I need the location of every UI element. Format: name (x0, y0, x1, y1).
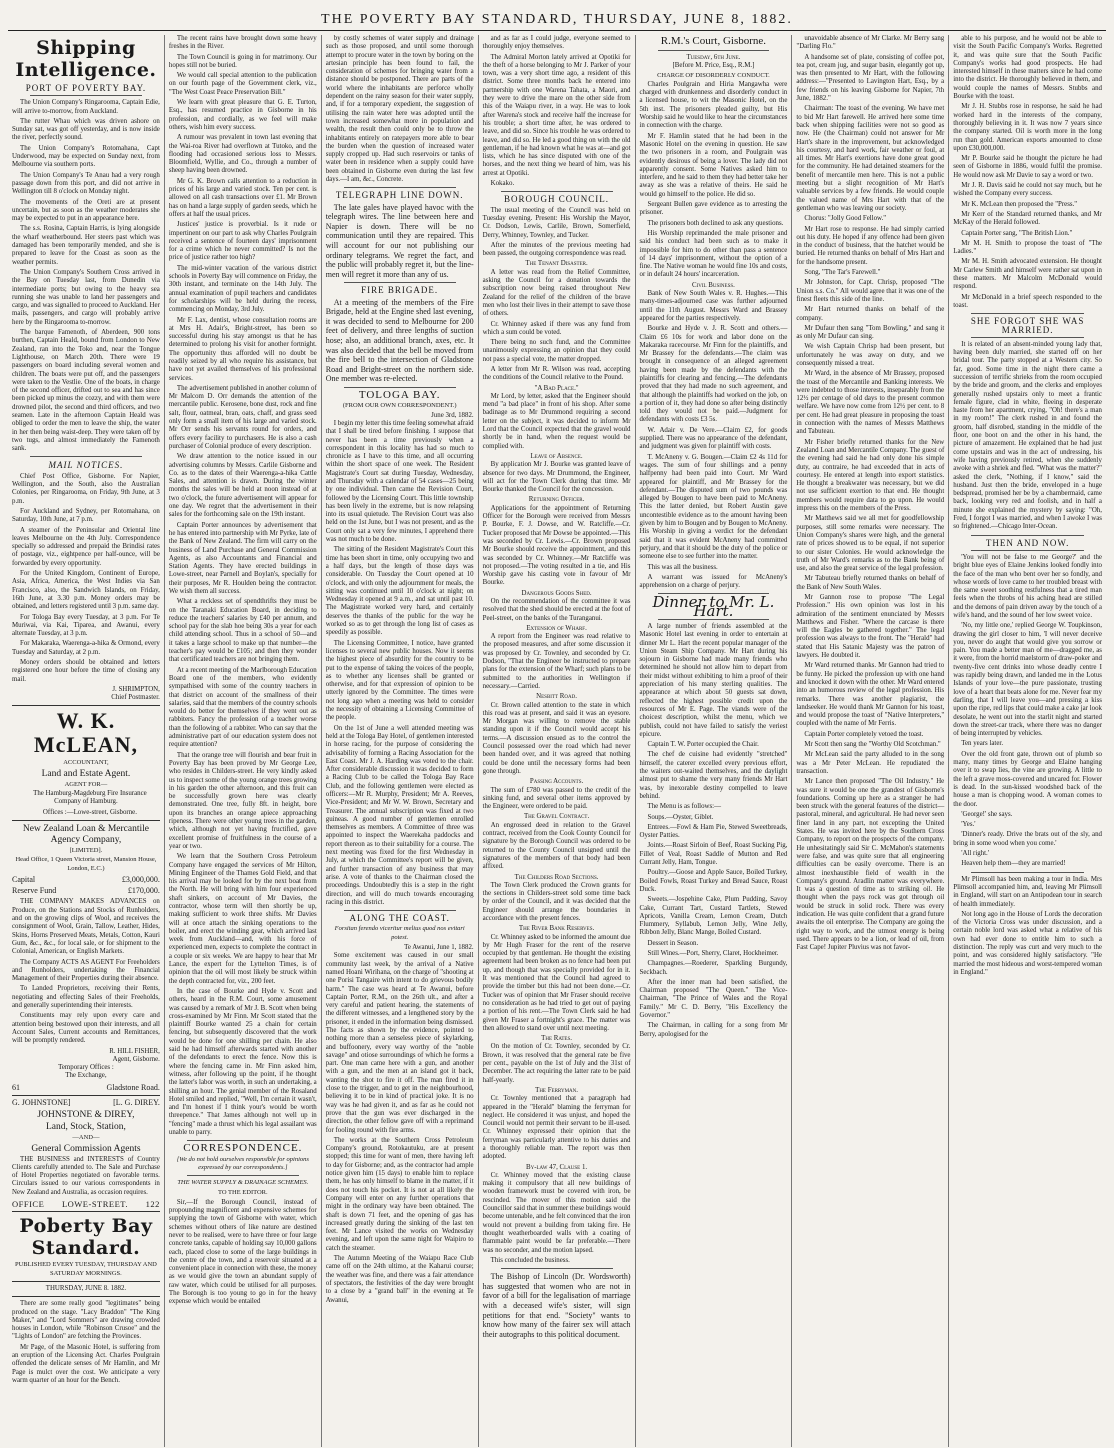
coast-paras (326, 952, 474, 1304)
paragraph: Mr McLean said the party alluded to in the song was a Mr Peter McLean. He repudiated the transaction. (796, 751, 945, 775)
paragraph: To Landed Proprietors, receiving their Rents, negotiating and effecting Sales of their Freeholds, and generally superintending their interests. (12, 985, 160, 1010)
paragraph: Mr Kerr of the Standard returned thanks, and Mr McKay of the Herald followed. (953, 210, 1102, 227)
divider (30, 95, 142, 96)
paragraph: At a recent meeting of the Marlborough Education Board one of the members, who evidently sympathised with some of the country teachers in that district on account of the smallness of their salaries, said that the members of the country schools would do better for themselves if they went out as rabbiters. Fancy the profession of a teacher worse than the following of a rabbiter. Who can say that the administrative part of our education system does not require attention? (168, 666, 317, 749)
col2-paras (169, 35, 317, 1137)
paragraph: Mr J. R. Davis said he could not say much, but he wished the Company every success. (953, 182, 1102, 198)
nz-loan-limited: [LIMITED]. (69, 846, 103, 854)
paragraph: Charles Poulgrain and Hiria Mangawha were charged with drunkenness and disorderly conduct in a licensed house, to wit the Masonic Hotel, on the 5th inst. The prisoners pleaded guilty, but His Worship said he would like to hear the circumstances in connection with the charge. (639, 80, 788, 130)
borough-p2: After the minutes of the previous meeting had been passed, the outgoing correspondence was read. (482, 241, 631, 258)
river-para: Cr. Whinney asked to be informed the amount due by Mr Hugh Fraser for the rent of the reserve occupied by that gentleman. He thought the existing agreement had been broken as no fence had been put up, and though that was specially provided for in it. It was mentioned that the Council had agreed to provide the timber but this had not been done.—Cr. Tucker was of opinion that Mr Fraser should receive no consideration as he had tried to get out of paying a portion of his rent.—The Town Clerk said he had given Mr Fraser a fortnight's grace. The matter was then allowed to stand over until next meeting. (482, 933, 631, 1032)
divider (12, 705, 160, 706)
paragraph: Mr Ward, in the absence of Mr Brassey, proposed the toast of the Mercantile and Banking interests. We were indebted to those interests, inseparably from the 12½ per centage of old days to the present common welfare. We have now come from 12½ per cent. to 8 per cent. He had great pleasure in proposing the toast in connection with the names of Messrs Matthews and Tabuteau. (796, 370, 945, 436)
paragraph: The Hamburg-Magdeburg Fire Insurance Company of Hamburg. (33, 790, 147, 806)
mail-sign-title: Chief Postmaster. (111, 694, 160, 702)
shipping-paras (12, 99, 160, 453)
paragraph: Mr Ward returned thanks. Mr Gannon had tried to be funny. He picked the profession up with one hand and knocked it down with the other. Mr Ward entered into an humorous review of the legal profession. His remarks. There was another plagiarist, the landseeker. He would thank Mr Gannon for his toast, and would propose the toast of "Native Interpreters," coupled with the name of Mr Ferris. (796, 662, 945, 728)
paragraph: For the United Kingdom, Continent of Europe, Asia, Africa, America, the West Indies via San Francisco, also, the Sandwich Islands, on Friday, 16th June, at 3.30 p.m. Money orders may be obtained, and letters registered until 3 p.m. same day. (12, 570, 160, 611)
paragraph: We would call special attention to the publication on our fourth page of the Government clerk, viz., "The West Coast Peace Preservation Bill." (168, 72, 317, 96)
divider (344, 910, 456, 911)
paragraph: Cr. Whinney asked if there was any fund from which a sum could be voted. (482, 320, 631, 336)
paragraph: Mr Tabuteau briefly returned thanks on behalf of the Bank of New South Wales. (796, 575, 945, 591)
paragraph: The Company ACTS AS AGENT For Freeholders and Runholders, undertaking the Financial Management of their Properties during their absence. (12, 958, 160, 983)
gravel-title: The Gravel Contract. (523, 813, 590, 821)
editorial-paras (12, 1300, 160, 1385)
gladstone-row (12, 1084, 160, 1092)
to-editor: TO THE EDITOR. (217, 1189, 268, 1197)
standard-title: Poberty Bay Standard. (19, 1215, 153, 1260)
bishop-para: The Bishop of Lincoln (Dr. Wordsworth) has suggested that women who are not in favor of a bill for the legalisation of marriage with a deceased wife's sister, will sign petitions for that end. "Society" wants to know how many of the fairer sex will attach their autographs to this political document. (482, 1272, 631, 1339)
bylaw-title: By-law 47, Clause 1. (525, 1163, 588, 1171)
mclean-sub: Land and Estate Agent. (41, 768, 131, 779)
paragraph: The Union Company's Rotomahana, Capt Underwood, may be expected on Sunday next, from Melbourne via southern ports. (12, 144, 160, 169)
paragraph: We learn that the Southern Cross Petroleum Company have engaged the services of Mr Hilton, Mining Engineer of the Thames Gold Field, and that his arrival may be looked for by the next boat from the North. He will bring with him four experienced shaft sinkers, on account of Mr Davies, the contractor, whose term will then shortly be up, making sufficient to work three shifts. Mr Davies will at once attach the sinking operations to the boiler, and erect the winding gear, which arrived last week from Auckland—and, with his force of experienced men, expects to complete the contract in a couple or six weeks. We are happy to hear that Mr Lance, the expert for the Lyttelton Times, is of opinion that the oil will most likely be struck within the depth contracted for, viz., 200 feet. (168, 853, 317, 985)
paragraph: Captain Porter announces by advertisement that he has entered into partnership with Mr Pyrke, late of the Bank of New Zealand. The firm will carry on the business of Land Purchase and General Commission Agents, as also Accountants and Financial and Station Agents. They have erected buildings in Lowe-street, near Parnell and Boylan's, specially for their purposes, Mr R. Houlden being the contractor. We wish them all success. (168, 521, 317, 595)
mail-paras (12, 473, 160, 684)
paragraph: The works at the Southern Cross Petroleum Company's ground, Rotokautuku, are at present stopped; this time for want of men, there having left to day for Gisborne; and, as the contractor had ample notice given him (15 days) to enable him to replace them, he has only himself to blame in the matter, if it does not touch his pocket. It is not at all likely the Company will enter on any further operations that might in the ordinary way have been obtained. The shaft is down 71 feet, and the opening of gas has increased greatly during the sinking of the last ten feet. Mr Lance visited the works on Wednesday evening, and left upon the same night for Waipiro to catch the steamer. (325, 1136, 474, 1252)
leave-title: Leave of Absence. (530, 452, 583, 460)
office-row (12, 1200, 160, 1208)
reserve-label: Reserve Fund (12, 886, 57, 896)
paragraph: Mr J. H. Stubbs rose in response, he said he had worked hard in the interests of the company, thoroughly believing in it. It was now 7 years since the company started. Oil is worth more in the long run than gold. American exports amounted to close upon £30,000,000. (953, 103, 1102, 152)
paragraph: A rumour was prevalent in town last evening that the Wai-roa River had overflown at Tutoko, and the flooding had occasioned serious loss to Messrs. Bloomfield, Wyllie, and Co., through a number of sheep having been drowned. (168, 134, 317, 175)
divider (971, 313, 1084, 314)
paragraph: I begin my letter this time feeling somewhat afraid that I shall be tired before finishing. I suppose that never has been a time previously when a correspondent in this locality has had so much to chronicle as I have to this time, and all occurring within the short space of one week. The Resident Magistrate's Court sat during Tuesday, Wednesday, and Thursday with a calendar of 54 cases—25 being by one individual. Then came the Revision Court, followed by the Licensing Court. This little township has been lively in the extreme, but is now relapsing into its usual quietude. The Revision Court was also held on the 1st June, but I was not present, and as the Court only sat a very few minutes, I apprehend there was not much to be done. (325, 419, 474, 544)
borough-title: BOROUGH COUNCIL. (504, 194, 610, 205)
paragraph: After the inner man had been satisfied, the Chairman proposed "The Queen." The Vice-Chairman, "The Prince of Wales and the Royal Family." Mr C. D. Berry, "His Excellency the Governor." (639, 978, 788, 1020)
mail-sign-name: J. SHRIMPTON, (112, 685, 160, 693)
ferryman-title: The Ferryman. (535, 1086, 578, 1094)
paragraph: 'Dinner's ready. Drive the brats out of the sly, and bring in some wood when you come.' (953, 831, 1102, 847)
paragraph: Soups.—Oyster, Giblet. (647, 813, 714, 821)
divider (658, 50, 770, 51)
paragraph: His Worship reprimanded the male prisoner and said his conduct had been such as to make it impossible for him to do other than pass a sentence of 14 days' imprisonment, without the option of a fine. The Native woman he would fine 10s and costs, or in default 24 hours' incarceration. (639, 229, 788, 279)
paragraph: T. McAneny v. G. Bougen.—Claim £2 4s 11d for wages. The sum of four shillings and a penny halfpenny had been paid into Court. Mr Ward appeared for plaintiff, and Mr Brassey for the defendant.—The disputed sum of two pounds was alleged by Bougen to have been paid to McAneny. This the latter denied, but Robert Austin gave uncontestible evidence as to the amount having been given by him to Bougen and by Bougen to McAneny. His Worship in giving a verdict for the defendant said that it was evident McAneny had committed perjury, and that it should be the duty of the police or someone else to see further into the matter. (639, 453, 788, 561)
johnstone-firm: JOHNSTONE & DIREY, (37, 1110, 135, 1121)
paragraph: The Union Company's Ringarooma, Captain Edie, will arrive to-morrow, from Auckland. (12, 99, 160, 115)
tenant-title: The Tenant Disaster. (525, 260, 588, 268)
divider (971, 535, 1084, 536)
paragraph: Kokako. (490, 180, 515, 188)
paragraph: The Union Company's Te Anau had a very rough passage down from this port, and did not arrive in Wellington till 8 o'clock on Monday night. (12, 171, 160, 196)
paragraph: Joints.—Roast Sirloin of Beef, Roast Sucking Pig, Fillet of Veal, Roast Saddle of Mutton and Red Currant Jelly, Ham, Tongue. (639, 842, 788, 867)
wharf-para: A report from the Engineer was read relative to the proposed measures, and after some discussion it was proposed by Cr. Townley, and seconded by Cr. Dodson, "That the Engineer be instructed to prepare plans for the extension of the Wharf; such plans to be submitted to the authorities in Wellington if necessary.—Carried. (482, 633, 631, 690)
paragraph: It is related of an absent-minded young lady that, having been duly married, she started off on her bridal tour. The party stopped at a Western city. So far, good. Some time in the night there came a succession of terrific shrieks from the room occupied by the bride and groom, and the clerks and employes generally rushed upstairs only to meet a frantic female figure, clad in white, fleeing in desperate haste from her apartment, crying, "Oh! there's a man in my room!" The clerk rushed in and found the groom, half disrobed, standing in the middle of the floor, one boot on and the other in his hand, the picture of amazement. He explained that he had just come upstairs and was in the act of undressing, his wife having previously retired, when she suddenly awoke with a shriek and fled. "What was the matter?" asked the clerk, "Nothing, if I know," said the husband. Just then the bride, enveloped in a huge bedspread, promised her be by a chambermaid, came back, looking very red and foolish, and in half a minute she explained the mystery by saying: "Oh, Fred, I forgot I was married, and when I awoke I was so frightened.—Chicago Inter-Ocean. (953, 340, 1102, 531)
exchange: The Exchange, (65, 1072, 107, 1080)
paragraph: The Union Company's Southern Cross arrived in the Bay on Tuesday last, from Dunedin via intermediate ports; but owing to the heavy sea running she was unable to land her passengers and cargo, and was signalled to proceed to Auckland. Her mails, passengers, and cargo will probably arrive here by the Ringarooma to-morrow. (12, 268, 160, 326)
columns (8, 35, 1106, 1447)
coast-motto: Forsitan ferendo viceritur melius quod nos evitari potest. (334, 925, 465, 941)
paragraph: A steamer of the Peninsular and Oriental line leaves Melbourne on the 4th July. Correspondence specially so addressed and prepaid the Brindisi rates of postage, viz., eightpence per half-ounce, will be forwarded by every opportunity. (12, 526, 160, 567)
column-3 (322, 35, 479, 1447)
civil-paras (640, 290, 788, 590)
coast-date: Te Awanui, June 1, 1882. (404, 944, 474, 952)
johnstone-sub: Land, Stock, Station, (45, 1122, 126, 1133)
divider (971, 872, 1084, 873)
column-5 (636, 35, 793, 1447)
paragraph: Bank of New South Wales v. R. Hughes.—This many-times-adjourned case was further adjourned until the 11th August. Messrs Ward and Brassey appeared for the parties respectively. (639, 290, 788, 322)
paragraph: Dessert in Season. (647, 939, 699, 947)
returning-para: Applications for the appointment of Returning Officer for the Borough were received from Messrs P. Bourke, F. J. Dowse, and W. Ratcliffe.—Cr. Tucker proposed that Mr Dowse be appointed.—This was seconded by Cr. Lewis.—Cr. Brown proposed Mr Bourke should receive the appointment, and this was seconded by Cr. Whinney.—Mr Ratcliffe was not proposed.—The voting resulted in a tie, and His Worship gave his casting vote in favour of Mr Bourke. (482, 504, 631, 587)
paragraph: The Admiral Morton lately arrived at Opotiki for the theft of a horse belonging to Mr J. Parker of your town, was a very short time ago, a resident of this district. Some three months back he entered into partnership with one Warena Tahata, a Maori, and they were to drive the mare on the other side from this of the Waiapu river, in a way. He was to look after Warena's stock and receive half the increase for his trouble; a short time after, he was ordered to leave, and did so. Since his trouble he was ordered to leave, and did so. He led a good thing on with the old gentleman, if he had known what he was at—and got lists, which he has since disputed with one of the horses, and the next thing we heard of him, was his arrest at Opotiki. (482, 53, 631, 177)
paragraph: Mr M. H. Smith to propose the toast of "The Ladies." (953, 239, 1102, 256)
paragraph: Captain Porter completely vetoed the toast. (804, 730, 924, 738)
divider (344, 187, 456, 188)
paragraph: 'All right.' (961, 850, 989, 858)
telegraph-title: TELEGRAPH LINE DOWN. (335, 190, 464, 201)
divider (12, 1281, 160, 1282)
paragraph: unavoidable absence of Mr Clarke. Mr Berry sang "Darling Flo." (796, 35, 945, 51)
col3-paras-top (326, 35, 474, 184)
leave-para: By application Mr J. Bourke was granted leave of absence for two days. Mr Drummond, the Engineer, will act for the Town Clerk during that time. Mr Bourke thanked the Council for the concession. (482, 461, 631, 494)
paragraph: The Chairman, in calling for a song from Mr Berry, apologised for the (639, 1022, 788, 1038)
tologa-paras (326, 420, 474, 907)
paragraph: A letter from Mr R. Wilson was read, accepting the conditions of the Council relative to the Pound. (482, 365, 631, 382)
paragraph: Mr F. Lax, dentist, whose consultation rooms are at Mrs H. Adair's, Bright-street, has been so successful during his stay amongst us that he has determined to prolong his visit for another fortnight. The opportunity thus afforded will no doubt be readily seized by all who require his assistance, but have not yet availed themselves of his professional services. (168, 316, 317, 382)
concluded: This concluded the business. (490, 1256, 570, 1264)
reserve-value: £170,000. (127, 886, 160, 896)
divider (971, 550, 1084, 551)
masthead-title: THE POVERTY BAY STANDARD, THURSDAY, JUNE 8, 1882. (321, 12, 793, 27)
mclean-role: ACCOUNTANT, (63, 759, 109, 767)
gladstone: Gladstone Road. (106, 1082, 160, 1092)
capital-label: Capital (12, 874, 36, 884)
divider (12, 1296, 160, 1297)
company-paras (12, 898, 160, 1045)
paragraph: For Makaraka, Waerenga-a-hika & Ormond, every Tuesday and Saturday, at 2 p.m. (12, 640, 160, 656)
paragraph: Sir,—If the Borough Council, instead of propounding magnificent and expensive schemes for supplying the town of Gisborne with water, which schemes without others of like nature are destined never to be realised, were to have three or four large concrete tanks, capable of holding say 10,000 gallons each, placed close to some of the large buildings in the centre of the town, and a reservoir situated at a convenient place in connection with these, the money as we would give the town an abundant supply of raw water, which could be utilised for all purposes. The Borough is too young to go in for the heavy expense which would be entailed (168, 1198, 317, 1306)
paragraph: Mr Johnston, for Capt. Chrisp, proposed "The Union s.s. Co." All would agree that it was one of the finest fleets this side of the line. (796, 279, 945, 303)
paragraph: Mr Hart rose to response. He had simply carried out his duty. He hoped if any offence had been given in the conduct of business, that the hatchet would be buried. He returned thanks on behalf of Mrs Hart and for the handsome present. (796, 225, 945, 266)
column-1 (8, 35, 165, 1447)
paragraph: Offices :—Lowe-street, Gisborne. (42, 808, 137, 816)
column-6 (792, 35, 949, 1447)
divider (971, 337, 1084, 338)
forgot-title: SHE FORGOT SHE WAS MARRIED. (970, 316, 1085, 335)
business-para: THE BUSINESS and INTERESTS of Country Clients carefully attended to. The Sale and Purchase of Hotel Properties negotiated on favorable terms. Circulars issued to our various correspondents in New Zealand and Australia, as occasion requires. (12, 1155, 160, 1196)
returning-title: Returning Officer. (528, 496, 585, 504)
paragraph: A warrant was issued for McAneny's apprehension on a charge of perjury. (639, 573, 788, 590)
paragraph: There are some really good "legitimates" being produced on the stage. "Lacy Braddon" "The King Maker," and "Lord Sommers" are drawing crowded houses in London, while "Robinson Crusoe" and the "Lights of London" are fetching the Provinces. (12, 1300, 160, 1341)
paragraph: Mr Fisher briefly returned thanks for the New Zealand Loan and Mercantile Company. The guest of the evening had said he had only done his simple duty, au contraire, he had exceeded that in acts of courtesy. He entered at length into export statistics. He thought a breakwater was necessary, but we did not use sufficient exertion to that end. He thought members would require data to go upon. He would impress this on the members of the Press. (796, 438, 945, 513)
johnstone-right: [L. G. DIREY. (113, 1097, 160, 1107)
borough-intro: The usual meeting of the Council was held on Tuesday evening. Present: His Worship the Mayor, Cr. Dodson, Lewis, Carlile, Brown, Somerfield, Derry, Whinney, Townley, and Tucker. (482, 206, 631, 239)
paragraph: A letter was read from the Relief Committee, asking the Council for a donation towards the subscription now being raised throughout New Zealand for the relief of the children of the brave men who lost their lives in their attempt to save those of others. (482, 268, 631, 318)
paragraph: Song, "The Tar's Farewell." (804, 269, 881, 277)
paragraph: The rutter Whau which was driven ashore on Sunday sat, was got off yesterday, and is now inside the river, perfectly sound. (12, 117, 160, 142)
mclean-name: W. K. McLEAN, (33, 708, 139, 758)
fisher-name: R. HILL FISHER, (109, 1047, 160, 1055)
office-num: 122 (145, 1199, 160, 1210)
tenant-paras (483, 269, 631, 383)
head-office: Head Office, 1 Queen Victoria street, Mansion House, London, E.C.) (15, 856, 157, 872)
paragraph: by costly schemes of water supply and drainage such as those proposed, and until some thorough attempt to procure water in the town by boring on the artesian principle has been found to fail, the consideration of schemes for bringing water from a distance should be postponed. There are parts of the world where the inhabitants are perforce wholly dependent on the rainy season for their water supply, and, if for a temporary expedient, the suggestion of utilising the rain water here was adopted until the town increased somewhat more in population and wealth, the result then could only be to throw the inhabitants entirely on ratepayers more able to bear the burden when the question of increased water supply cropped up. Had such reservoirs or tanks of water been in residence when a supply could have been obtained in Gisborne even during the last few days.—I am, &c., Concrete. (325, 35, 474, 184)
divider (187, 1175, 299, 1176)
paragraph: Poultry.—Goose and Apple Sauce, Boiled Turkey, Boiled Fowls, Roast Turkey and Bread Sauce, Roast Duck. (639, 869, 788, 893)
gravel-para: An engrossed deed in relation to the Gravel contract, received from the Cook County Council for signature by the Borough Council was ordered to be returned to the County Council unsigned until the signatures of the members of that body had been affixed. (482, 821, 631, 871)
paragraph: 'George!' she says. (961, 810, 1013, 818)
date-line: THURSDAY, JUNE 8. 1882. (45, 1284, 127, 1292)
divider (12, 820, 160, 821)
paragraph: 'No, my little one,' replied George W. Toupkinson, drawing the girl closer to him, 'I will never deceive you, never do aught that would give you sorrow or pain. You made a better man of me—dragged me, as it were, from the horrid maelstorm of draw-poker and twenty-five cent drinks into whose deadly centre I was rapidly being drawn, and landed me in the Lotus Islands of your love—the pure passionate, trusting love of a heart that beats alone for me. Never fear my darling, that I will leave you—and pressing a kiss upon the ripe, red lips that could make a cake jar look desolate, he went out into the starlit night and started down the street-car track, where there was no danger of being interrupted by vehicles. (953, 622, 1102, 738)
col6-paras (796, 35, 944, 952)
paragraph: Mr F. Hamlin stated that he had been in the Masonic Hotel on the evening in question. He saw the two prisoners in a room, and Poulgrain was evidently desirous of being a lover. The lady did not apparently consent. Some Natives asked him to interfere, and he said to them they had better take her away as she was a relative of theirs. He said he would go himself to the police. He did so. (639, 132, 788, 198)
and-line: —AND— (72, 1134, 100, 1142)
paragraph: For Tologa Bay every Tuesday, at 3 p.m. For Te Muriwai, via Kai, Tiparea, and Awanui, every alternate Tuesday, at 3 p.m. (12, 613, 160, 638)
paragraph: 'You will not be false to me George?' and the bright blue eyes of Elaine Jenkins looked fondly into the face of the man who bent over her so fondly, and whose words of love came to her troubled breast with the same sweet soothing restfulness that a tired man feels when the throbs of his aching head are stilled and the demons of pain driven away by the touch of a wife's hand, and the sound of her low sweet voice. (953, 553, 1102, 619)
ferryman-para: Cr. Townley mentioned that a paragraph had appeared in the "Herald" blaming the ferryman for neglect. He considered it was unjust, and hoped the Council would not permit their servant to be ill-used. Cr. Whinney expressed their opinion that the ferryman was particularly attentive to his duties and a thoroughly reliable man. The report was then adopted. (482, 1095, 631, 1161)
goods-para: On the recommendation of the committee it was resolved that the shed should be erected at the foot of Peel-street, on the banks of the Turanganui. (482, 598, 631, 622)
paragraph: The sitting of the Resident Magistrate's Court this time has been short in time, only occupying two and a half days, but the length of those days was considerable. On Tuesday the Court opened at 10 o'clock, and with only the adjournment for meals, the sitting was continued until 10 o'clock at night; on Wednesday it opened at 9 a.m., and sat until past 10. The Magistrate worked very hard, and certainly deserves the thanks of the public for the way he worked so as to get through the long list of cases as speedily as possible. (325, 546, 474, 637)
rm-paras (640, 81, 788, 280)
paragraph: The chef de cuisine had evidently "stretched" himself, the caterer excelled every previous effort, the waiters out-waited themselves, and the daylight almost put to shame the very many friends Mr Hart was, by inexorable destiny compelled to leave behind. (639, 751, 788, 800)
paragraph: Over the old front gate, thrown out of plumb so many, many times by George and Elaine hanging over it to swap lies, the vine are growing. A little to the left a grave moss-covered and uncared for. Flower is dead. In the sun-kissed woodshed back of the house a man is chopping wood. A woman comes to the door. (953, 750, 1102, 808)
paragraph: Mr Gannon rose to propose "The Legal Profession." His own opinion was lost in his admiration of the sentiment enunciated by Messrs Matthews and Fisher. "Where the carcase is there will the Eagles be gathered together." The legal profession was always to the front. The "Herald" had stated that His Satanic Majesty was the patron of lawyers. He doubted it. (796, 594, 945, 660)
paragraph: The Menu is as follows:— (647, 803, 721, 811)
fire-para: At a meeting of the members of the Fire Brigade, held at the Engine shed last evening, it was decided to send to Melbourne for 200 feet of delivery, and three lengths of suction hose; also, an additional branch, axes, etc. It was also decided that the bell be moved from the fire bell to the intersection of Gladstone Road and Bright-street on the northern side. One member was re-elected. (325, 297, 474, 384)
dinner-paras (640, 623, 788, 1039)
column-7 (949, 35, 1106, 1447)
paragraph: The Autumn Meeting of the Waiapu Race Club came off on the 24th ultimo, at the Kaharui course; the weather was fine, and there was a fair attendance of spectators, the festivities of the day were brought to a close by a "grand ball" in the evening at Te Awanui, (325, 1255, 474, 1304)
divider (12, 1211, 160, 1212)
published: PUBLISHED EVERY TUESDAY, THURSDAY AND SATURDAY MORNINGS. (14, 1261, 157, 1277)
paragraph: In the case of Bourke and Hyde v. Scott and others, heard in the R.M. Court, some amusement was caused by a remark of Mr J. B. Scott when being cross-examined by Mr Finn. Mr Scott stated that the plaintiff Bourke wanted 25 a chain for certain fencing, but subsequently discovered that the work would be done for one shilling per chain. He also said he had himself afterwards started with another of the defendants to erect the fence. Now this is where the fencing came in. Mr Finn asked him, witness, after following up the point, if he thought the latter's labor was worth, in such an undertaking, a shilling an hour. The genial member of the Rosaland Hotel smiled and replied, "Well, I'm certain it wasn't, and I'm honest if I think your's would be worth threepence." That James although not well up in "fencing" made a thrust which his legal assailant was unable to parry. (168, 987, 317, 1136)
then-paras (953, 554, 1102, 869)
wharf-title: Extension of Wharf. (526, 624, 587, 632)
paragraph: The Town Council is going in for matrimony. Our hopes still not be buried. (168, 53, 317, 69)
forgot-paras (953, 341, 1102, 532)
civil-title: Civil Business. (691, 281, 735, 289)
agent-lines (12, 790, 160, 817)
paragraph: A handsome set of plate, consisting of coffee pot, tea pot, cream jug, and sugar basin, elegantly got up, was then presented to Mr Hart, with the following address:—"Presented to Lavington Hart, Esq., by a few friends on his leaving Gisborne for Napier, 7th June, 1882." (796, 53, 945, 103)
rates-title: The Rates. (541, 1035, 572, 1043)
paragraph: Mr Dufaur then sang "Tom Bowling," and sang it as only Mr Dufaur can sing. (796, 324, 945, 341)
paragraph: Mr Plimsoll has been making a tour in India. Mrs Plimsoll accompanied him, and, leaving Mr Plimsoll in England, will start on an Antipodean tour in search of health immediately. (953, 875, 1102, 908)
paragraph: Mr Lance then proposed "The Oil Industry." He was sure it would be one the grandest of Gisborne's foundations. Coming up here as a stranger he had been struck with the general features of the district—pastoral, mineral, and agricultural. He had never seen finer land in any part, not excepting the United States. He was invited here by the Southern Cross Company, to report on the prospects of the company. He unhesitatingly said Sir C. McMahon's statements were false, and was quite sure that all engineering difficulties can be easily overcome. There is an almost inexhaustible field of wealth in the Company's ground. Aradlin matter was everywhere. It was a question of time as to striking oil. He thought when the pays rock was got through oil would be struck in solid rock. There was every indication. He was quite confident that a grand future awaits the oil enterprise. The Company are going the right way to work, and the utmost energy is being used. There appears to be a lion, or lead of oil, from Fast Cape! Jupiter Pluvius was not favor- (796, 778, 945, 952)
johnstone-row (12, 1099, 160, 1107)
paragraph: We draw attention to the notice issued in our advertising columns by Messrs. Carlile Gisborne and Co. as to the dates of their Waerenga-a-hika Cattle Sales, and attention is drawn. During the winter months the sales will be held at noon instead of at two o'clock, the future advertisement will appear for one day. We regret that the advertisement in their sales for the forthcoming sale on the 19th instant. (168, 453, 317, 519)
paragraph: Chairman: The toast of the evening. We have met to bid Mr Hart farewell. He arrived here some time back when shipping facilities were not so good as now. He (the Chairman) could not answer for Mr Hart's share in the improvement, but acknowledged his courtesy, and hard work, fair weather or foul, at all times. Mr Hart's exertions have done great good for the community. He had detained steamers for the benefit of mercantile men here. This is not a public meeting but a slight recognition of Mr Hart's valuable services by a few friends. He would couple the valued name of Mrs Hart with that of the gentleman who was leaving our society. (796, 105, 945, 212)
temp-offices: Temporary Offices : (58, 1064, 114, 1072)
paragraph: We learn with great pleasure that G. E. Turton, Esq., has resumed practice in Gisborne in his profession, and cordially, as we feel will make others, wish him every success. (168, 99, 317, 131)
col7-paras (953, 35, 1102, 310)
divider (12, 1095, 160, 1096)
fisher-title: Agent, Gisborne. (112, 1055, 160, 1063)
childers-title: The Childers Road Sections. (514, 873, 599, 881)
office-left: OFFICE (12, 1199, 45, 1210)
paragraph: Captain T. W. Porter occupied the Chair. (647, 741, 759, 749)
tologa-title: TOLOGA BAY. (358, 389, 441, 402)
capital-row (12, 876, 160, 884)
paragraph: Mr Page, of the Masonic Hotel, is suffering from an eruption of the Licensing Act. Charles Poulgrain offended the delicate senses of Mr Hamlin, and Mr Page is mulct over the cost. We anticipate a very warm quarter of an hour for the Bench. (12, 1343, 160, 1384)
masthead (8, 6, 1106, 31)
column-2 (165, 35, 322, 1447)
paragraph: Mr P. Bourke said he thought the picture he had seen of Gisborne in 1886, would fulfil the promise. He would now ask Mr Davie to say a word or two. (953, 155, 1102, 179)
paragraph: Mr Lord, by letter, asked that the Engineer should mend "a bad place" in front of his shop. After some badinage as to Mr Drummond requiring a second letter on the subject, it was decided to inform Mr Lord that the Council expected that the gravel would shortly be in hand, when the request would be complied with. (482, 392, 631, 450)
paragraph: Mr G. K. Brown calls attention to a reduction in prices of his large and varied stock. Ten per cent. is allowed on all cash transactions over £1. Mr Brown has on hand a large supply of garden seeds, which he offers at half the usual prices. (168, 177, 317, 218)
bad-place-title: "A Bad Place." (534, 384, 579, 392)
paragraph: A large number of friends assembled at the Masonic Hotel last evening in order to entertain at dinner Mr L. Hart the recent popular manager of the Union Steam Ship Company. Mr Hart during his sojourn in Gisborne had made many friends who determined he should not allow him to depart from their midst without exhibiting to him a proof of their appreciation of his many sterling qualities. The appearance at which about 50 guests sat down, reflected the highest possible credit upon the resources of Mr E. Page. The viands were of the choicest description, whilst the menu, which we publish, could not have failed to satisfy the veriest epicure. (639, 623, 788, 738)
general-comm: General Commission Agents (31, 1143, 141, 1154)
paragraph: W. Adair v. De Vere.—Claim £2, for goods supplied. There was no appearance of the defendant, and judgment was given for plaintiff with costs. (639, 426, 788, 451)
paragraph: For Auckland and Sydney, per Rotomahana, on Saturday, 10th June, at 7 p.m. (12, 507, 160, 524)
paragraph: The s.s. Rosina, Captain Harris, is lying alongside the wharf weatherbound. Her steers past which was damaged has been temporarily mended, and she is prepared to leave for the Coast as soon as the weather permits. (12, 225, 160, 266)
tologa-date: June 3rd, 1882. (431, 411, 474, 419)
paragraph: We wish Captain Chrisp had been present, but unfortunately he was away on duty, and we consequently missed a treat. (796, 343, 945, 367)
paragraph: This was all the business. (647, 563, 718, 571)
childers-para: The Town Clerk produced the Crown grants for the sections in Childers-street sold some time back by order of the Council, and it was decided that the Engineer should arrange the boundaries in accordance with the present fences. (482, 881, 631, 922)
water-paras (169, 1199, 317, 1307)
paragraph: On the 1st of June a well attended meeting was held at the Tologa Bay Hotel, of gentlemen interested in horse racing, for the purpose of considering the advisability of forming a Racing Association for the East Coast. Mr J. A. Harding was voted to the chair. After considerable discussion it was decided to form a Racing Club to be called the Tologa Bay Race Club, and the following gentlemen were elected as officers:—Mr R. Murphy, President; Mr A. Reeves, Vice-President; and Mr W. W. Brown, Secretary and Treasurer. The annual subscription was fixed at two guineas. A good number of gentlemen enrolled themselves as members. A Committee of three was appointed to inspect the Waerekaha paddocks and report thereon as to their suitability for a course. The next meeting was fixed for the first Wednesday in July, at which the Committee's report will be given, and further transaction of any business that may arise. A vote of thanks to the Chairman closed the proceedings. Undoubtedly this is a step in the right direction, and will do much towards encouraging racing in this district. (325, 724, 474, 906)
paragraph: Mr Scott then sang the "Worthy Old Scotchman." (804, 741, 941, 749)
col4-paras-top (483, 35, 631, 188)
nz-loan-title: New Zealand Loan & Mercantile Agency Company, (22, 823, 149, 845)
water-title: THE WATER SUPPLY & DRAINAGE SCHEMES. (177, 1179, 309, 1187)
paragraph: Chorus: "Jolly Good Fellow." (804, 215, 887, 223)
passing-para: The sum of £780 was passed to the credit of the sinking fund, and several other items approved by the Engineer, were ordered to be paid. (482, 786, 631, 811)
fire-title: FIRE BRIGADE. (361, 285, 439, 296)
paragraph: The advertisement published in another column of Mr Malcom D. Orr demands the attention of the mercantile public. Kerosene, bone dust, rock and fine salt, flour, oatmeal, bran, oats, chaff, and grass seed only form a small item of his large and varied stock. Mr Orr sends his servants round for orders, and offers every facility to purchasers. He is also a cash purchaser of Colonial produce of every description. (168, 384, 317, 450)
paragraph: Mr Hart returned thanks on behalf of the company. (796, 306, 945, 322)
rates-para: On the motion of Cr. Townley, seconded by Cr. Brown, it was resolved that the general rate be five per cent., payable on the 1st of July and the 31st of December. The act requiring the latter rate to be paid half-yearly. (482, 1043, 631, 1084)
paragraph: Not long ago in the House of Lords the decoration of the Victoria Cross was under discussion, and a certain noble lord was asked what a relative of his own had ever done to entitle him to such a distinction. The reply was curt and very much to the point, and was considered highly satisfactory. "He married the most hideous and worst-tempered woman in England." (953, 910, 1102, 976)
port-title: PORT OF POVERTY BAY. (25, 83, 147, 93)
corr-title: CORRESPONDENCE. (183, 1142, 303, 1155)
bylaw-para: Cr. Whinney moved that the existing clause making it compulsory that all new buildings of wooden framework must be covered with iron, be rescinded. The mover of this motion said the Councillor said that in summer these buildings would become untenable, and he felt convinced that the iron would not prevent a building from taking fire. He thought weatherboarded walls with a coating of flammable paint would be far preferable.—There was no seconder, and the motion lapsed. (482, 1171, 631, 1254)
bad-place-paras (483, 393, 631, 451)
paragraph: Constituents may rely upon every care and attention being bestowed upon their interests, and all Account Sales, Current accounts and Remittances, will be promptly rendered. (12, 1012, 160, 1045)
capital-value: £3,000,000. (121, 874, 160, 884)
paragraph: Mr McDonald in a brief speech responded to the toast. (953, 293, 1102, 309)
paragraph: THE COMPANY MAKES ADVANCES on Produce, on the Stations and Stocks of Runholders, and on the growing clips of Wool, and receives the consignment of Wool, Grain, Tallow, Leather, Hides, Skins, Horns Preserved Meats, Metals, Cotton, Kauri Gum, &c., &c., for local sale, or for shipment to the Colonial, American, or English Markets. (12, 898, 160, 956)
paragraph: Some excitement was caused in our small community last week, by the arrival of a Native named Hoani Wirihana, on the charge of "shooting at one Porisi Tangaire with intent to do grievous bodily harm." The case was heard at Te Awanui, before Captain Porter, R.M., on the 26th ult., and after a very careful and patient hearing, the statements of the different witnesses, and a lengthened story by the prisoner, it ended in the information being dismissed. The facts as shown by the evidence, pointed to nothing more than a senseless piece of skylarking, and buffoonery, every way worthy of the "noble savage" and otiose surroundings of which he forms a part. One man came here with a gun, and another with a gun, and the men at an island got it back, wanting the shot to fire it off. The man fired it in close to the trigger, and to get in the neighbourhood, believing it to be in kind of practical joke. It is no way was he had given it, and as far as he could not prove that the gun was ever discharged in the direction, the other fellow gave off with a reprimand for fooling round with fire arms. (325, 952, 474, 1134)
column-4 (479, 35, 636, 1447)
paragraph: 'Yes.' (961, 821, 976, 829)
reserve-row (12, 887, 160, 895)
paragraph: There being no such fund, and the Committee unanimously expressing an opinion that they could not pass a special vote, the matter dropped. (482, 339, 631, 363)
paragraph: Mr M. H. Smith advocated extension. He thought Mr Carlew Smith and himself were rather sat upon in these matters. Mr Malcolm McDonald would respond. (953, 258, 1102, 291)
divider (30, 456, 142, 457)
paragraph: That the orange tree will flourish and bear fruit in Poverty Bay has been proved by Mr George Lee, who resides in Childers-street. He very kindly asked us to inspect some of the young orange trees growing in his garden the other afternoon, and this fruit can be successfully grown here was clearly demonstrated. One tree, fully 8ft. in height, bore upon its branches an orange apiece approaching ripeness. There were other young trees in the garden, which, although not yet having fructified, gave excellent promise of fruitfulness in the course of a year or two. (168, 751, 317, 850)
paragraph: Still Wines.—Port, Sherry, Claret, Hockheimer. (647, 949, 779, 957)
river-title: The River Bank Reserves. (518, 925, 595, 933)
paragraph: Ten years later. (961, 740, 1004, 748)
coast-title: ALONG THE COAST. (349, 913, 450, 924)
office-mid: LOWE-STREET. (61, 1199, 128, 1210)
nesbitt-title: Nesbitt Road. (536, 693, 577, 701)
tologa-sub: (FROM OUR OWN CORRESPONDENT.) (342, 402, 457, 410)
divider (344, 282, 456, 283)
paragraph: Sweets.—Jospehine Cake, Plum Pudding, Savoy Cake, Currant Tart, Custard Tartlets, Stewed Apricots, Vanilla Cream, Lemon Cream, Dutch Flummery, Syllabub, Lemon Jelly, Wine Jelly, Ribbon Jelly, Blanc Mange, Boiled Custard. (639, 896, 788, 937)
divider (344, 387, 456, 388)
paragraph: Bourke and Hyde v. J. R. Scott and others.—Claim £6 10s for work and labor done on the Makaraka racecourse. Mr Finn for the plaintiffs, and Mr Brassey for the defendants.—The claim was brought in consequence of an alleged agreement having been made by the defendants with the plaintiffs for clearing and fencing.—The defendants proved that they had made no such agreement, and that although the plaintiffs had worked on the job, on a portion of it, they had done so after being distinctly told they would not be paid.—Judgment for defendants with costs £3 5s. (639, 325, 788, 424)
paragraph: Heaven help them—they are married! (961, 860, 1066, 868)
johnstone-left: G. JOHNSTONE] (12, 1097, 71, 1107)
paragraph: Mr K. McLean then proposed the "Press." (961, 200, 1078, 208)
paragraph: What a reckless set of spendthrifts they must be on the Taranaki Education Board, in deciding to reduce the teachers' salaries by £40 per annum, and school pay for the slab hoe being 30s a year for each child attending school. Thus in a school of 50—and it takes a large school to make up that number—the teacher's pay would be £105; and then they wonder that certificated teachers are not bringing them. (168, 598, 317, 664)
rm-title: R.M.'s Court, Gisborne. (660, 35, 767, 47)
paragraph: and as far as I could judge, everyone seemed to thoroughly enjoy themselves. (482, 35, 631, 51)
nesbitt-para: Cr. Brown called attention to the state in which this road was at present, and said it was an eyesore. Mr Morgan was willing to remove the stable standing upon it if the Council would accept his terms.—A discussion ensued as to the control the Council possessed over the road which had never been handed over, and it was agreed that nothing could be done until the necessary forms had been gone through. (482, 701, 631, 775)
passing-title: Passing Accounts. (529, 778, 584, 786)
paragraph: The mid-winter vacation of the various district schools in Poverty Bay will commence on Friday, the 30th instant, and terminate on the 14th July. The annual examination of pupil teachers and candidates for scholarships will be held during the recess, commencing on Monday, 3rd July. (168, 264, 317, 314)
paragraph: The movements of the Oreti are at present uncertain, but as soon as the weather moderates she may be expected to put in an appearance here. (12, 198, 160, 223)
corr-note: [We do not hold ourselves responsible for opinions expressed by our correspondents.] (176, 1155, 309, 1171)
shipping-title: Shipping Intelligence. (15, 37, 157, 81)
charge-title: CHARGE OF DISORDERLY CONDUCT. (657, 71, 770, 79)
rm-before: [Before M. Price, Esq., R.M.] (672, 62, 755, 70)
rm-date: Tuesday, 6th June. (686, 54, 741, 61)
paragraph: The prisoners both declined to ask any questions. (647, 219, 784, 227)
paragraph: The recent rains have brought down some heavy freshes in the River. (168, 35, 317, 51)
agent-for: AGENT FOR— (64, 780, 108, 788)
paragraph: Mr Matthews said we all met for goodfellowship purposes, still some remarks were necessary. The Union Company's shares were high, and the general rate of prices showed us to be equal, if not superior to our sister Colonies. He would acknowledge the truth of Mr Ward's remarks as to the Bank being of use, and also the great service of the legal profession. (796, 515, 945, 573)
paragraph: Entrees.—Fowl & Ham Pie, Stewed Sweetbreads, Oyster Patties. (639, 823, 788, 840)
dinner-title: Dinner to Mr. L. Hart. (652, 593, 775, 620)
divider (501, 1268, 613, 1269)
bottom-paras (953, 876, 1102, 978)
paragraph: Money orders should be obtained and letters registered one hour before the time of closing any mail. (12, 659, 160, 683)
paragraph: able to his purpose, and he would not be able to visit the South Pacific Company's Works. Regretted it, and was quite sure that the South Pacific Company's works had good prospects. He had interested himself in these matters since he had come into the district. He thoroughly believed in them, and would couple the names of Messrs. Stubbs and Bourke with the toast. (953, 35, 1102, 101)
paragraph: The Licensing Committee, I notice, have granted licenses to several new public houses. Now it seems the highest piece of absurdity for the country to be put to the expense of taking the voices of the people, as to whether any licenses shall be granted or otherwise, and for that expression of opinion to be utterly ignored by the Committee. The times were not long ago when a meeting was held to consider the necessity of obtaining a Licensing Committee of the people. (325, 639, 474, 722)
paragraph: Champagnes.—Roederer, Sparkling Burgundy, Seckbach. (639, 960, 788, 976)
paragraph: Sergeant Bullen gave evidence as to arresting the prisoner. (639, 201, 788, 217)
goods-title: Dangerous Goods Shed. (521, 589, 592, 597)
divider (501, 191, 613, 192)
paragraph: Chief Post Office, Gisborne. For Napier, Wellington, and the South, also the Australian Colonies, per Ringarooma, on Friday, 9th June, at 3 p.m. (12, 472, 160, 505)
then-title: THEN AND NOW. (985, 537, 1070, 548)
paragraph: The barque Famenoth, of Aberdeen, 900 tons burthen, Captain Heald, bound from London to New Zealand, ran into the Toko and, near the Tongue Lighthouse, on March 20th. There were 19 passengers on board including several women and children. The boats were put off, and the passengers were taken to the Vestlie. One of the boats, in charge of the second officer, drifted out to sea and has since been picked up minus the cozzy, and with them were drowned pilot, the second and third officers, and two seamen. Late in the afternoon Captain Heald was obliged to order the men to leave the ship, the water in her then being waist-deep. They were taken off by two tugs, and almost immediately the Famenoth sank. (12, 329, 160, 453)
paragraph: Captain Porter sang, "The British Lion." (961, 229, 1073, 237)
mail-title: MAIL NOTICES. (48, 460, 124, 471)
divider (187, 1140, 299, 1141)
gladstone-num: 61 (12, 1082, 20, 1092)
telegraph-para: The late gales have played havoc with the telegraph wires. The line between here and Napier is down. There will be no communication until they are repaired. This will account for our not publishing our ordinary telegrams. We regret the fact, and the public will probably regret it, but the line-men will regret it more than any of us. (325, 202, 474, 279)
paragraph: Justices' justice is proverbial. Is it rude or impertinent on our part to ask why Charles Poulgrain received a sentence of fourteen days' imprisonment for a crime which he never committed? Is not the price of justice rather too high? (168, 221, 317, 262)
